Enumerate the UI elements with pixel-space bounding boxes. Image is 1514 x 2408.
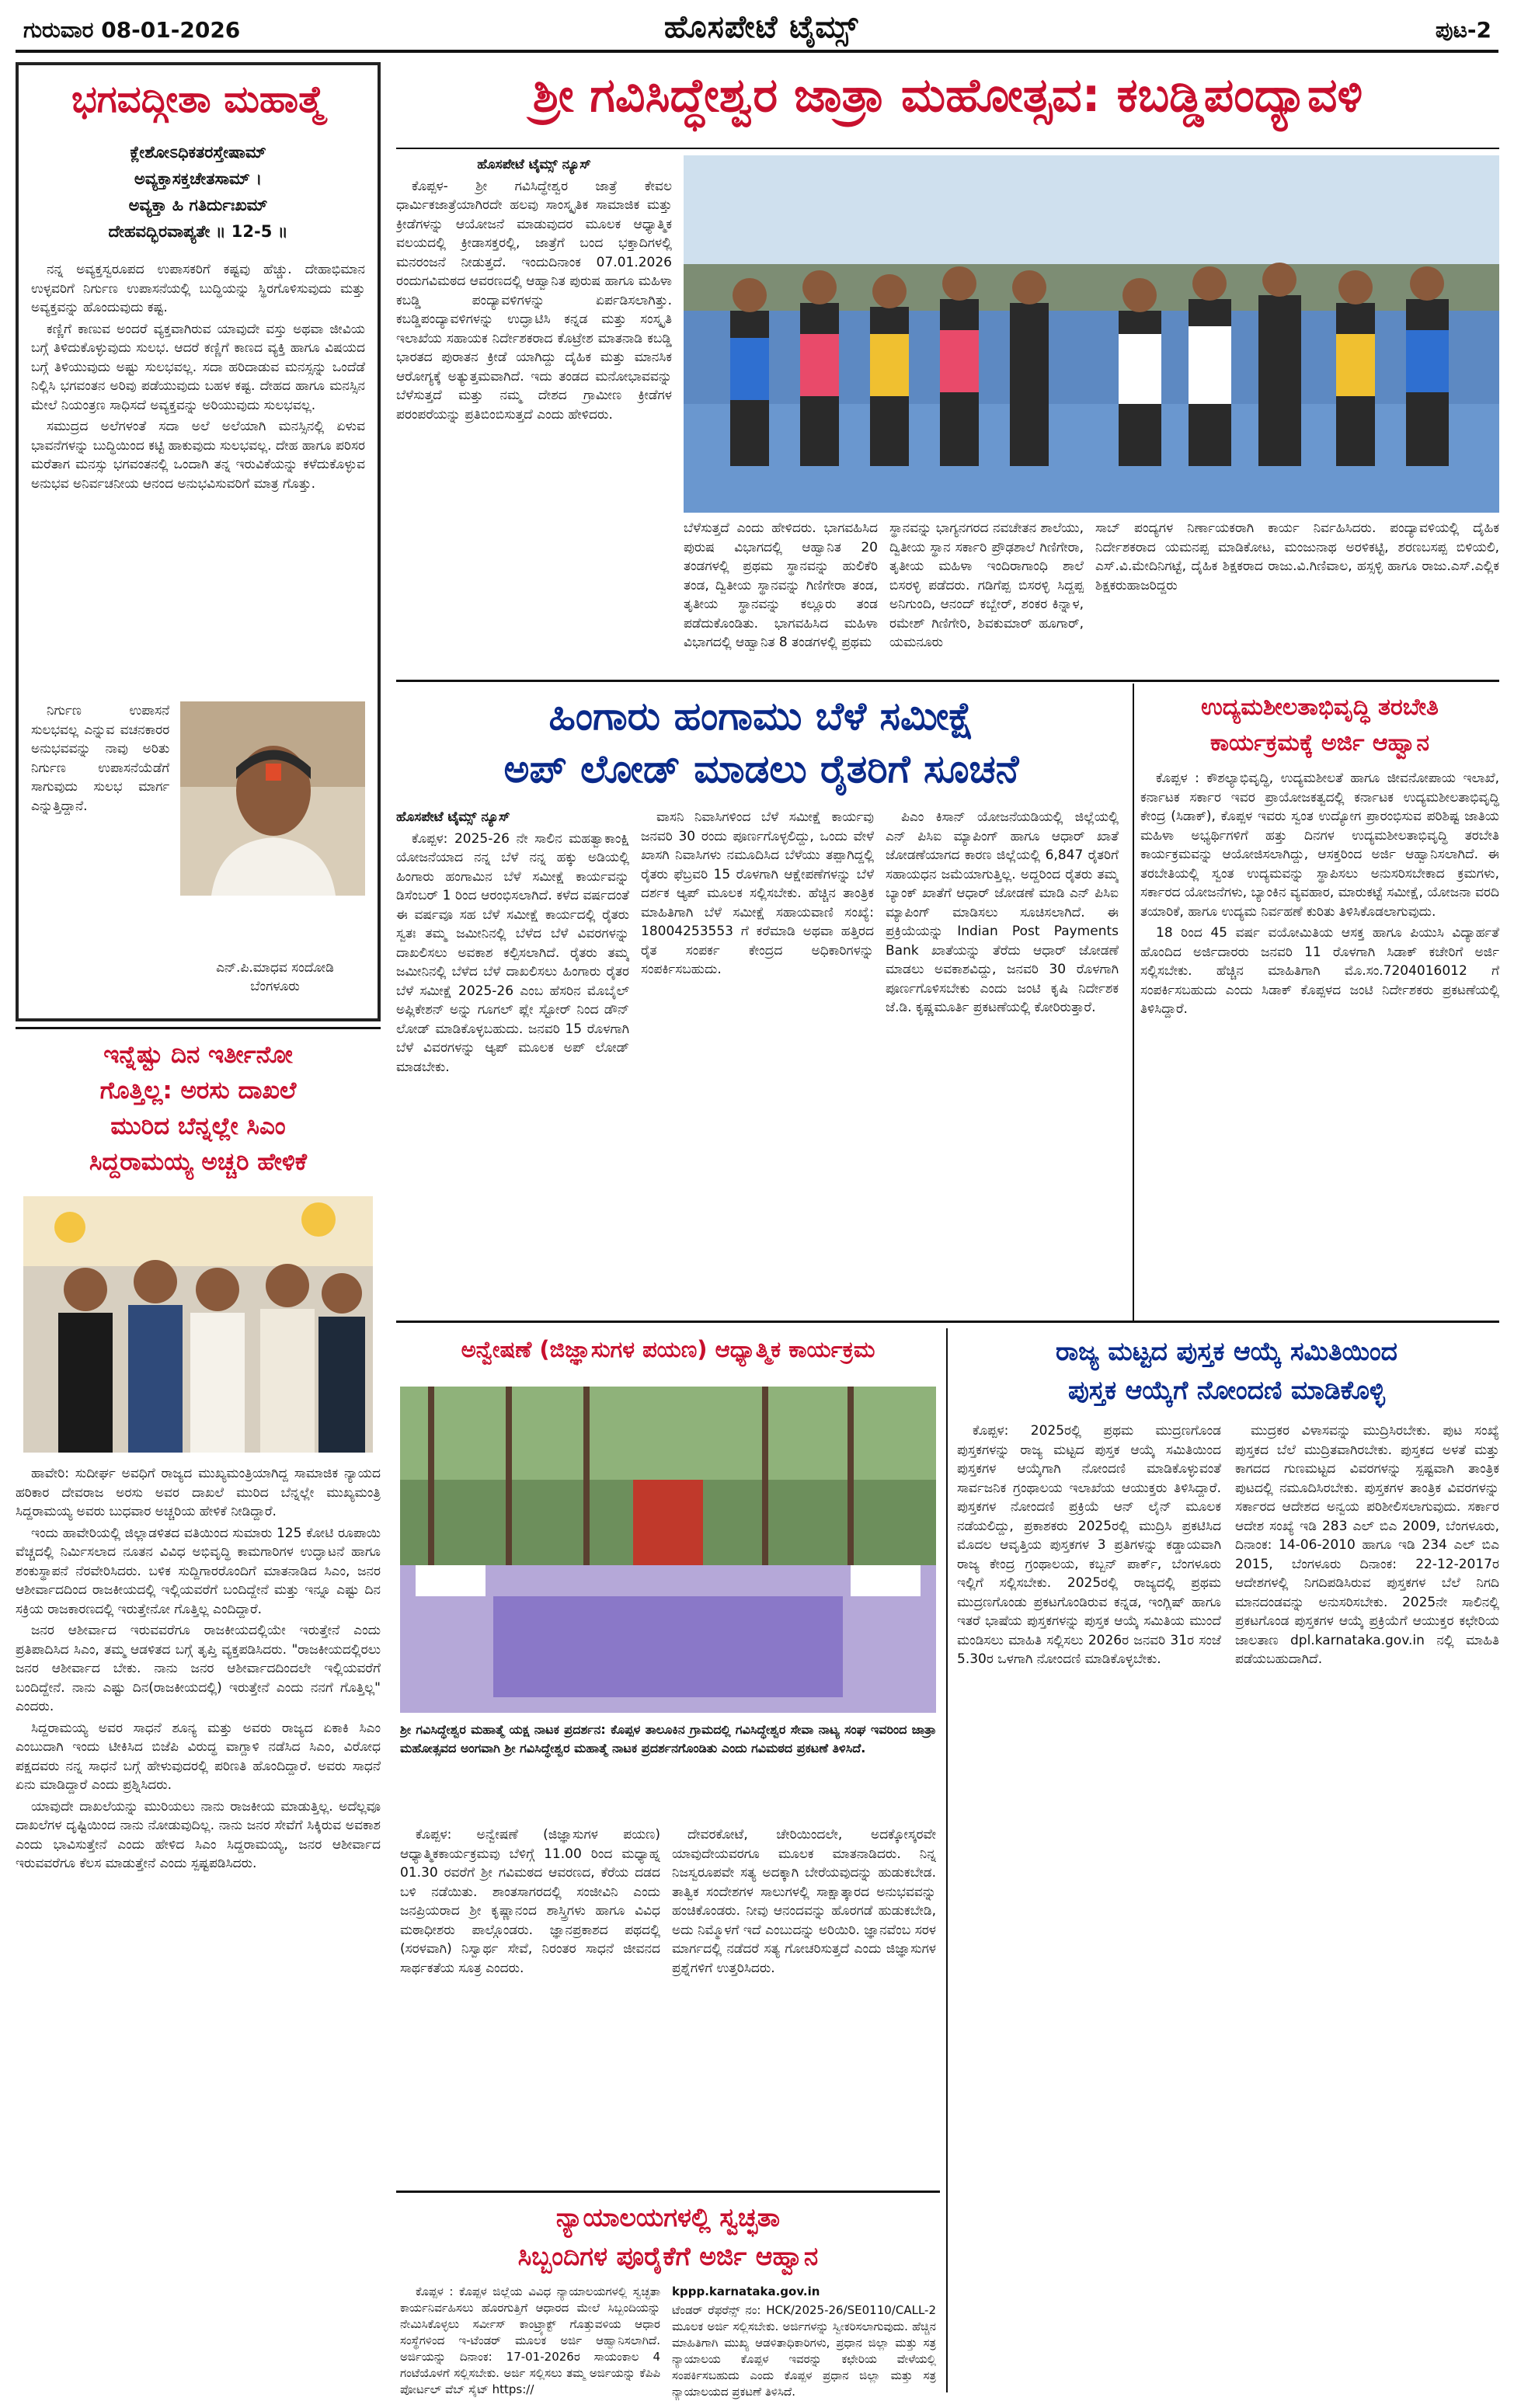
survey-headline-line: ಹಿಂಗಾರು ಹಂಗಾಮು ಬೆಳೆ ಸಮೀಕ್ಷೆ: [548, 694, 974, 739]
author-caption: [182, 959, 368, 996]
gita-box: [16, 62, 381, 1021]
page-number: ಪುಟ-2: [1435, 17, 1491, 43]
anveshane-caption: ಶ್ರೀ ಗವಿಸಿದ್ಧೇಶ್ವರ ಮಹಾತ್ಮೆ ಯಕ್ಷ ನಾಟಕ ಪ್ರದರ್ಶನ: ಕೊಪ್ಪಳ ತಾಲೂಕಿನ ಗ್ರಾಮದಲ್ಲಿ ಗವಿಸಿದ್ಧೇಶ್ವರ ಸೇವಾ ನಾಟ್ಯ ಸಂಘ ಇವರಿಂದ ಜಾತ್ರಾ ಮಹೋತ್ಸವದ ಅಂಗವಾಗಿ ಶ್ರೀ ಗವಿಸಿದ್ಧೇಶ್ವರ ಮಹಾತ್ಮೆ ನಾಟಕ ಪ್ರದರ್ಶನಗೊಂಡಿತು ಎಂದು ಗವಿಮಠದ ಪ್ರಕಟಣೆ ತಿಳಿಸಿದೆ.: [400, 1722, 936, 1756]
court-link[interactable]: kppp.karnataka.gov.in: [672, 2284, 820, 2298]
cm-body: [16, 1464, 381, 2389]
survey-col-2: [641, 808, 874, 1313]
section-rule: [396, 680, 1499, 682]
gita-verse: [31, 139, 365, 245]
gita-verse-line: ಅವ್ಯಕ್ತಾಸಕ್ತಚೇತಸಾಮ್ ।: [134, 169, 263, 188]
anveshane-photo: [400, 1387, 936, 1713]
gita-body-tail: [31, 701, 169, 934]
books-paragraph: ಕೊಪ್ಪಳ: 2025ರಲ್ಲಿ ಪ್ರಥಮ ಮುದ್ರಣಗೊಂಡ ಪುಸ್ತಕಗಳನ್ನು ರಾಜ್ಯ ಮಟ್ಟದ ಪುಸ್ತಕ ಆಯ್ಕೆ ಸಮಿತಿಯಿಂದ ಪುಸ್ತಕಗಳ ಆಯ್ಕೆಗಾಗಿ ನೋಂದಣಿ ಮಾಡಿಕೊಳ್ಳುವಂತೆ ಸಾರ್ವಜನಿಕ ಗ್ರಂಥಾಲಯ ಇಲಾಖೆಯ ಆಯುಕ್ತರು ತಿಳಿಸಿದ್ದಾರೆ. ಪುಸ್ತಕಗಳ ನೋಂದಣಿ ಪ್ರಕ್ರಿಯೆ ಆನ್ ಲೈನ್ ಮೂಲಕ ನಡೆಯಲಿದ್ದು, ಪ್ರಕಾಶಕರು 2025ರಲ್ಲಿ ಮುದ್ರಿಸಿ ಪ್ರಕಟಿಸಿದ ಮೊದಲ ಆವೃತ್ತಿಯ ಪುಸ್ತಕಗಳ 3 ಪ್ರತಿಗಳನ್ನು ಕಡ್ಡಾಯವಾಗಿ ರಾಜ್ಯ ಕೇಂದ್ರ ಗ್ರಂಥಾಲಯ, ಕಬ್ಬನ್ ಪಾರ್ಕ್, ಬೆಂಗಳೂರು ಇಲ್ಲಿಗೆ ಸಲ್ಲಿಸಬೇಕು. 2025ರಲ್ಲಿ ರಾಜ್ಯದಲ್ಲಿ ಪ್ರಥಮ ಮುದ್ರಣಗೊಂಡು ಪ್ರಕಟಗೊಂಡಿರುವ ಕನ್ನಡ, ಇಂಗ್ಲಿಷ್ ಹಾಗೂ ಇತರೆ ಭಾಷೆಯ ಪುಸ್ತಕಗಳನ್ನು ಪುಸ್ತಕ ಆಯ್ಕೆ ಸಮಿತಿಯ ಮುಂದೆ ಮಂಡಿಸಲು ಮಾಹಿತಿ ಸಲ್ಲಿಸಲು 2026ರ ಜನವರಿ 31ರ ಸಂಜೆ 5.30ರ ಒಳಗಾಗಿ ನೋಂದಣಿ ಮಾಡಿಕೊಳ್ಳಬೇಕು.: [957, 1423, 1221, 1667]
cm-headline: [16, 1037, 381, 1180]
entrepreneur-body: [1140, 769, 1499, 1313]
court-col-1: [400, 2284, 660, 2400]
column-rule: [1133, 684, 1134, 1321]
court-paragraph: ಕೊಪ್ಪಳ : ಕೊಪ್ಪಳ ಜಿಲ್ಲೆಯ ವಿವಿಧ ನ್ಯಾಯಾಲಯಗಳಲ್ಲಿ ಸ್ವಚ್ಛತಾ ಕಾರ್ಯನಿರ್ವಹಿಸಲು ಹೊರಗುತ್ತಿಗೆ ಆಧಾರದ ಮೇಲೆ ಸಿಬ್ಬಂದಿಯನ್ನು ನೇಮಿಸಿಕೊಳ್ಳಲು ಸರ್ವೀಸ್ ಕಾಂಟ್ರ್ಯಾಕ್ಟ್ ಗೊತ್ತುವಳಿಯ ಆಧಾರ ಸಂಸ್ಥೆಗಳಿಂದ ಇ-ಟೆಂಡರ್ ಮೂಲಕ ಅರ್ಜಿ ಆಹ್ವಾನಿಸಲಾಗಿದೆ. ಅರ್ಜಿಯನ್ನು ದಿನಾಂಕ: 17-01-2026ರ ಸಾಯಂಕಾಲ 4 ಗಂಟೆಯೊಳಗೆ ಸಲ್ಲಿಸಬೇಕು. ಅರ್ಜಿ ಸಲ್ಲಿಸಲು ತಮ್ಮ ಅರ್ಜಿಯನ್ನು ಕೆಪಿಪಿ ಪೋರ್ಟಲ್ ವೆಬ್ ಸೈಟ್ https://: [400, 2284, 660, 2396]
books-paragraph: ಮುದ್ರಕರ ವಿಳಾಸವನ್ನು ಮುದ್ರಿಸಿರಬೇಕು. ಪುಟ ಸಂಖ್ಯೆ ಪುಸ್ತಕದ ಬೆಲೆ ಮುದ್ರಿತವಾಗಿರಬೇಕು. ಪುಸ್ತಕದ ಅಳತೆ ಮತ್ತು ಕಾಗದದ ಗುಣಮಟ್ಟದ ವಿವರಗಳನ್ನು ಸ್ಪಷ್ಟವಾಗಿ ತಾಂತ್ರಿಕ ಪುಟದಲ್ಲಿ ನಮೂದಿಸಿರಬೇಕು. ಪುಸ್ತಕಗಳ ತಾಂತ್ರಿಕ ವಿವರಗಳನ್ನು ಸರ್ಕಾರದ ಆದೇಶದ ಅನ್ವಯ ಪರಿಶೀಲಿಸಲಾಗುವುದು. ಸರ್ಕಾರ ಆದೇಶ ಸಂಖ್ಯೆ ಇಡಿ 283 ಎಲ್ ಬಿಎ 2009, ಬೆಂಗಳೂರು, ದಿನಾಂಕ: 14-06-2010 ಹಾಗೂ ಇಡಿ 234 ಎಲ್ ಬಿಎ 2015, ಬೆಂಗಳೂರು ದಿನಾಂಕ: 22-12-2017ರ ಆದೇಶಗಳಲ್ಲಿ ನಿಗದಿಪಡಿಸಿರುವ ಪುಸ್ತಕಗಳ ಬೆಲೆ ನಿಗದಿ ಮಾನದಂಡವನ್ನು ಅನುಸರಿಸಬೇಕು. 2025ನೇ ಸಾಲಿನಲ್ಲಿ ಪ್ರಕಟಗೊಂಡ ಪುಸ್ತಕಗಳ ಆಯ್ಕೆ ಪ್ರಕ್ರಿಯೆಗೆ ಆಯುಕ್ತರ ಕಛೇರಿಯ ಜಾಲತಾಣ dpl.karnataka.gov.in ನಲ್ಲಿ ಮಾಹಿತಿ ಪಡೆಯಬಹುದಾಗಿದೆ.: [1235, 1423, 1499, 1667]
entrepreneur-paragraph: 18 ರಿಂದ 45 ವರ್ಷ ವಯೋಮಿತಿಯ ಆಸಕ್ತ ಹಾಗೂ ಪಿಯುಸಿ ವಿದ್ಯಾರ್ಹತೆ ಹೊಂದಿದ ಅರ್ಜಿದಾರರು ಜನವರಿ 11 ರೊಳಗಾಗಿ ಸಿಡಾಕ್ ಕಚೇರಿಗೆ ಅರ್ಜಿ ಸಲ್ಲಿಸಬೇಕು. ಹೆಚ್ಚಿನ ಮಾಹಿತಿಗಾಗಿ ಮೊ.ಸಂ.7204016012 ಗೆ ಸಂಪರ್ಕಿಸಬಹುದು ಎಂದು ಸಿಡಾಕ್ ಕೊಪ್ಪಳದ ಜಂಟಿ ನಿರ್ದೇಶಕರು ಪ್ರಕಟಣೆಯಲ್ಲಿ ತಿಳಿಸಿದ್ದಾರೆ.: [1140, 925, 1499, 1017]
gita-body: [31, 260, 365, 695]
kabaddi-paragraph: ಸ್ಥಾನವನ್ನು ಭಾಗ್ಯನಗರದ ನವಚೇತನ ಶಾಲೆಯು, ದ್ವಿತೀಯ ಸ್ಥಾನ ಸರ್ಕಾರಿ ಪ್ರೌಢಶಾಲೆ ಗಿಣಿಗೇರಾ, ತೃತೀಯ ಮಹಿಳಾ ಇಂದಿರಾಗಾಂಧಿ ಶಾಲೆ ಬಿಸರಳ್ಳಿ ಪಡೆದರು. ಗಡಿಗೆಪ್ಪ ಬಿಸರಳ್ಳಿ ಸಿದ್ದಪ್ಪ ಅನಿಗುಂದಿ, ಆನಂದ್ ಕಬ್ಬೇರ್, ಶಂಕರ ಕಿನ್ನಾಳ, ರಮೇಶ್ ಗಿಣಿಗೇರಿ, ಶಿವಕುಮಾರ್ ಹೂಗಾರ್, ಯಮನೂರು: [889, 520, 1084, 650]
kabaddi-col-4: [1095, 519, 1499, 674]
books-col-1: [957, 1421, 1221, 2385]
survey-headline: [396, 690, 1126, 795]
column-rule: [946, 1328, 948, 2392]
kabaddi-paragraph: ಬೆಳೆಸುತ್ತದೆ ಎಂದು ಹೇಳಿದರು. ಭಾಗವಹಿಸಿದ ಪುರುಷ ವಿಭಾಗದಲ್ಲಿ ಆಹ್ವಾನಿತ 20 ತಂಡಗಳಲ್ಲಿ ಪ್ರಥಮ ಸ್ಥಾನವನ್ನು ಹುಲಿಕೆರಿ ತಂಡ, ದ್ವಿತೀಯ ಸ್ಥಾನವನ್ನು ಗಿಣಿಗೇರಾ ತಂಡ, ತೃತೀಯ ಸ್ಥಾನವನ್ನು ಕಲ್ಲೂರು ತಂಡ ಪಡೆದುಕೊಂಡಿತು. ಭಾಗವಹಿಸಿದ ಮಹಿಳಾ ವಿಭಾಗದಲ್ಲಿ ಆಹ್ವಾನಿತ 8 ತಂಡಗಳಲ್ಲಿ ಪ್ರಥಮ: [684, 520, 878, 650]
gita-paragraph: ಸಮುದ್ರದ ಅಲೆಗಳಂತೆ ಸದಾ ಅಲೆ ಅಲೆಯಾಗಿ ಮನಸ್ಸಿನಲ್ಲಿ ಏಳುವ ಭಾವನೆಗಳನ್ನು ಬುದ್ಧಿಯಿಂದ ಕಟ್ಟಿ ಹಾಕುವುದು ಸುಲಭವಲ್ಲ. ದೇಹ ಹಾಗೂ ಪರಿಸರ ಮರೆತಾಗ ಮನಸ್ಸು ಭಗವಂತನಲ್ಲಿ ಒಂದಾಗಿ ತನ್ನ ಇರುವಿಕೆಯನ್ನು ಕಳೆದುಕೊಳ್ಳುವ ಅನುಭವ ಅನಿರ್ವಚನೀಯ ಆನಂದ ಅನುಭವಿಸುವರಿಗೆ ಮಾತ್ರ ಗೊತ್ತು.: [31, 419, 365, 492]
books-headline: [954, 1332, 1499, 1410]
cm-headline-line: ಸಿದ್ದರಾಮಯ್ಯ ಅಚ್ಚರಿ ಹೇಳಿಕೆ: [89, 1148, 307, 1176]
gita-heading: ಭಗವದ್ಗೀತಾ ಮಹಾತ್ಮೆ: [71, 78, 325, 121]
section-rule: [16, 1027, 381, 1029]
issue-date: ಗುರುವಾರ 08-01-2026: [23, 17, 241, 43]
anveshane-col-1: [400, 1825, 660, 2183]
kabaddi-col-1: [396, 155, 672, 676]
survey-byline: ಹೊಸಪೇಟೆ ಟೈಮ್ಸ್ ನ್ಯೂಸ್: [396, 809, 510, 825]
gita-verse-line: ದೇಹವದ್ಭಿರವಾಪ್ಯತೇ ॥ 12-5 ॥: [108, 222, 288, 241]
court-headline-line: ನ್ಯಾಯಾಲಯಗಳಲ್ಲಿ ಸ್ವಚ್ಛತಾ: [555, 2202, 781, 2232]
court-headline: [396, 2198, 940, 2276]
court-paragraph: ಟೆಂಡರ್ ರೆಫರೆನ್ಸ್ ನಂ: HCK/2025-26/SE0110/CALL-2 ಮೂಲಕ ಅರ್ಜಿ ಸಲ್ಲಿಸಬೇಕು. ಅರ್ಜಿಗಳನ್ನು ಸ್ವೀಕರಿಸಲಾಗುವುದು. ಹೆಚ್ಚಿನ ಮಾಹಿತಿಗಾಗಿ ಮುಖ್ಯ ಆಡಳಿತಾಧಿಕಾರಿಗಳು, ಪ್ರಧಾನ ಜಿಲ್ಲಾ ಮತ್ತು ಸತ್ರ ನ್ಯಾಯಾಲಯ ಕೊಪ್ಪಳ ಇವರನ್ನು ಕಛೇರಿಯ ವೇಳೆಯಲ್ಲಿ ಸಂಪರ್ಕಿಸಬಹುದು ಎಂದು ಕೊಪ್ಪಳ ಪ್ರಧಾನ ಜಿಲ್ಲಾ ಮತ್ತು ಸತ್ರ ನ್ಯಾಯಾಲಯದ ಪ್ರಕಟಣೆ ತಿಳಿಸಿದೆ.: [672, 2303, 936, 2399]
author-photo: [180, 701, 365, 896]
gita-verse-line: ಅವ್ಯಕ್ತಾ ಹಿ ಗತಿರ್ದುಃಖಮ್: [128, 196, 268, 214]
cm-photo: [23, 1196, 373, 1453]
kabaddi-col-3: [889, 519, 1084, 674]
anveshane-paragraph: ದೇವರಕೋಟೆ, ಚೇರಿಯಿಂದಲೇ, ಅದಕ್ಕೋಸ್ಕರವೇ ಯಾವುದೇಯವರಗೂ ಮೂಲಕ ಮಾತನಾಡಿದರು. ನಿನ್ನ ನಿಜಸ್ವರೂಪವೇ ಸತ್ಯ ಅದಕ್ಕಾಗಿ ಬೇರೆಯವುದನ್ನು ಹುಡುಕಬೇಡ. ತಾತ್ವಿಕ ಸಂದೇಶಗಳ ಸಾಲುಗಳಲ್ಲಿ ಸಾಕ್ಷಾತ್ಕಾರದ ಅನುಭವವನ್ನು ಹಂಚಿಕೊಂಡರು. ನೀವು ಆನಂದವನ್ನು ಹೊರಗಡೆ ಹುಡುಕಬೇಡಿ, ಅದು ನಿಮ್ಮೊಳಗೆ ಇದೆ ಎಂಬುದನ್ನು ಅರಿಯಿರಿ. ಜ್ಞಾನವೆಂಬ ಸರಳ ಮಾರ್ಗದಲ್ಲಿ ನಡೆದರೆ ಸತ್ಯ ಗೋಚರಿಸುತ್ತದೆ ಎಂದು ಜಿಜ್ಞಾಸುಗಳ ಪ್ರಶ್ನೆಗಳಿಗೆ ಉತ್ತರಿಸಿದರು.: [672, 1827, 936, 1976]
kabaddi-rule: [396, 148, 1499, 149]
kabaddi-paragraph: ಕೊಪ್ಪಳ- ಶ್ರೀ ಗವಿಸಿದ್ಧೇಶ್ವರ ಜಾತ್ರೆ ಕೇವಲ ಧಾರ್ಮಿಕಜಾತ್ರೆಯಾಗಿರದೇ ಹಲವು ಸಾಂಸ್ಕೃತಿಕ ಸಾಮಾಜಿಕ ಮತ್ತು ಕ್ರೀಡೆಗಳನ್ನು ಆಯೋಜನೆ ಮಾಡುವುದರ ಮೂಲಕ ಆಧ್ಯಾತ್ಮಿಕ ವಲಯದಲ್ಲಿ ಕ್ರೀಡಾಸಕ್ತರಲ್ಲಿ, ಜಾತ್ರೆಗೆ ಬಂದ ಭಕ್ತಾದಿಗಳಲ್ಲಿ ಮನರಂಜನೆ ನೀಡುತ್ತದೆ. ಇಂದುದಿನಾಂಕ 07.01.2026 ರಂದುಗವಿಮಠದ ಆವರಣದಲ್ಲಿ ಆಹ್ವಾನಿತ ಪುರುಷ ಹಾಗೂ ಮಹಿಳಾ ಕಬಡ್ಡಿ ಪಂದ್ಯಾವಳಿಗಳನ್ನು ಏರ್ಪಡಿಸಲಾಗಿತ್ತು. ಕಬಡ್ಡಿಪಂದ್ಯಾವಳಿಗಳನ್ನು ಉದ್ಘಾಟಿಸಿ ಕನ್ನಡ ಮತ್ತು ಸಂಸ್ಕೃತಿ ಇಲಾಖೆಯ ಸಹಾಯಕ ನಿರ್ದೇಶಕರಾದ ಕೊಟ್ರೇಶ ಮಾತನಾಡಿ ಕಬಡ್ಡಿ ಭಾರತದ ಪುರಾತನ ಕ್ರೀಡೆ ಯಾಗಿದ್ದು ದೈಹಿಕ ಮತ್ತು ಮಾನಸಿಕ ಆರೋಗ್ಯಕ್ಕೆ ಅತ್ಯುತ್ತಮವಾಗಿದೆ. ಇದು ತಂಡದ ಮನೋಭಾವವನ್ನು ಬೆಳೆಸುತ್ತದೆ ಮತ್ತು ನಮ್ಮ ದೇಶದ ಗ್ರಾಮೀಣ ಕ್ರೀಡೆಗಳ ಪರಂಪರೆಯನ್ನು ಪ್ರತಿಬಿಂಬಿಸುತ್ತದೆ ಎಂದು ಹೇಳಿದರು.: [396, 178, 672, 423]
gita-verse-line: ಕ್ಲೇಶೋಽಧಿಕತರಸ್ತೇಷಾಮ್: [130, 143, 266, 162]
court-headline-line: ಸಿಬ್ಬಂದಿಗಳ ಪೂರೈಕೆಗೆ ಅರ್ಜಿ ಆಹ್ವಾನ: [517, 2241, 819, 2271]
cm-paragraph: ಯಾವುದೇ ದಾಖಲೆಯನ್ನು ಮುರಿಯಲು ನಾನು ರಾಜಕೀಯ ಮಾಡುತ್ತಿಲ್ಲ. ಅದೆಲ್ಲವೂ ದಾಖಲೆಗಳ ದೃಷ್ಟಿಯಿಂದ ನಾನು ನೋಡುವುದಿಲ್ಲ. ನಾನು ಜನರ ಸೇವೆಗೆ ಸಿಕ್ಕಿರುವ ಅವಕಾಶ ಎಂದು ಭಾವಿಸುತ್ತೇನೆ ಎಂದು ಹೇಳಿದ ಸಿಎಂ ಸಿದ್ದರಾಮಯ್ಯ, ಜನರ ಆಶೀರ್ವಾದ ಇರುವವರೆಗೂ ಕೆಲಸ ಮಾಡುತ್ತೇನೆ ಎಂದು ಸ್ಪಷ್ಟಪಡಿಸಿದರು.: [16, 1798, 381, 1871]
gita-paragraph: ನನ್ನ ಅವ್ಯಕ್ತಸ್ವರೂಪದ ಉಪಾಸಕರಿಗೆ ಕಷ್ಟವು ಹೆಚ್ಚು. ದೇಹಾಭಿಮಾನ ಉಳ್ಳವರಿಗೆ ನಿರ್ಗುಣ ಉಪಾಸನೆಯಲ್ಲಿ ಬುದ್ಧಿಯನ್ನು ಸ್ಥಿರಗೊಳಿಸುವುದು ಮತ್ತು ಅವ್ಯಕ್ತವನ್ನು ಹೊಂದುವುದು ಕಷ್ಟ.: [31, 262, 365, 315]
cm-headline-line: ಇನ್ನೆಷ್ಟು ದಿನ ಇರ್ತೀನೋ: [103, 1041, 293, 1069]
survey-paragraph: ಕೊಪ್ಪಳ: 2025-26 ನೇ ಸಾಲಿನ ಮಹತ್ವಾಕಾಂಕ್ಷಿ ಯೋಜನೆಯಾದ ನನ್ನ ಬೆಳೆ ನನ್ನ ಹಕ್ಕು ಅಡಿಯಲ್ಲಿ ಹಿಂಗಾರು ಹಂಗಾಮಿನ ಬೆಳೆ ಸಮೀಕ್ಷೆ ಕಾರ್ಯವನ್ನು ಡಿಸೆಂಬರ್ 1 ರಿಂದ ಆರಂಭಿಸಲಾಗಿದೆ. ಕಳೆದ ವರ್ಷದಂತೆ ಈ ವರ್ಷವೂ ಸಹ ಬೆಳೆ ಸಮೀಕ್ಷೆ ಕಾರ್ಯದಲ್ಲಿ ರೈತರು ಸ್ವತಃ ತಮ್ಮ ಜಮೀನಿನಲ್ಲಿ ಬೆಳೆದ ಬೆಳೆ ವಿವರಗಳನ್ನು ದಾಖಲಿಸಲು ಅವಕಾಶ ಕಲ್ಪಿಸಲಾಗಿದೆ. ರೈತರು ತಮ್ಮ ಜಮೀನಿನಲ್ಲಿ ಬೆಳೆದ ಬೆಳೆ ದಾಖಲಿಸಲು ಹಿಂಗಾರು ರೈತರ ಬೆಳೆ ಸಮೀಕ್ಷೆ 2025-26 ಎಂಬ ಹೆಸರಿನ ಮೊಬೈಲ್ ಅಪ್ಲಿಕೇಶನ್ ಅನ್ನು ಗೂಗಲ್ ಪ್ಲೇ ಸ್ಟೋರ್ ನಿಂದ ಡೌನ್ ಲೋಡ್ ಮಾಡಿಕೊಳ್ಳಬಹುದು. ಜನವರಿ 15 ರೊಳಗಾಗಿ ಬೆಳೆ ವಿವರಗಳನ್ನು ಆ್ಯಪ್ ಮೂಲಕ ಅಪ್ ಲೋಡ್ ಮಾಡಬೇಕು.: [396, 830, 629, 1075]
masthead: [0, 0, 1514, 56]
newspaper-title: ಹೊಸಪೇಟೆ ಟೈಮ್ಸ್: [663, 9, 859, 45]
entrepreneur-headline: [1140, 690, 1499, 761]
anveshane-col-2: [672, 1825, 936, 2183]
cm-paragraph: ಇಂದು ಹಾವೇರಿಯಲ್ಲಿ ಜಿಲ್ಲಾಡಳಿತದ ವತಿಯಿಂದ ಸುಮಾರು 125 ಕೋಟಿ ರೂಪಾಯಿ ವೆಚ್ಚದಲ್ಲಿ ನಿರ್ಮಿಸಲಾದ ನೂತನ ವಿವಿಧ ಅಭಿವೃದ್ಧಿ ಕಾಮಗಾರಿಗಳ ಉದ್ಘಾಟನೆ ಹಾಗೂ ಶಂಕುಸ್ಥಾಪನೆ ನೆರವೇರಿಸಿದರು. ಬಳಿಕ ಸುದ್ದಿಗಾರರೊಂದಿಗೆ ಮಾತನಾಡಿದ ಸಿಎಂ, ಜನರ ಆಶೀರ್ವಾದದಿಂದ ರಾಜಕೀಯದಲ್ಲಿ ಇಲ್ಲಿಯವರೆಗೆ ಬಂದಿದ್ದೇನೆ ಮತ್ತು ಇನ್ನೂ ಎಷ್ಟು ದಿನ ಸಕ್ರಿಯ ರಾಜಕಾರಣದಲ್ಲಿ ಇರುತ್ತೇನೋ ಗೊತ್ತಿಲ್ಲ ಎಂದಿದ್ದಾರೆ.: [16, 1525, 381, 1617]
author-place: ಬೆಂಗಳೂರು: [250, 979, 300, 994]
gita-paragraph: ಕಣ್ಣಿಗೆ ಕಾಣುವ ಅಂದರೆ ವ್ಯಕ್ತವಾಗಿರುವ ಯಾವುದೇ ವಸ್ತು ಅಥವಾ ಜೀವಿಯ ಬಗ್ಗೆ ತಿಳಿದುಕೊಳ್ಳುವುದು ಸುಲಭ. ಆದರೆ ಕಣ್ಣಿಗೆ ಕಾಣದ ವ್ಯಕ್ತಿ ಹಾಗೂ ವಿಷಯದ ಬಗ್ಗೆ ತಿಳಿಯುವುದು ಅಷ್ಟು ಸುಲಭವಲ್ಲ. ಸದಾ ಹರಿದಾಡುವ ಮನಸ್ಸನ್ನು ಒಂದೆಡೆ ನಿಲ್ಲಿಸಿ ಭಗವಂತನ ಅರಿವು ಪಡೆಯುವುದು ಬಹಳ ಕಷ್ಟ. ದೇಹದ ಹಾಗೂ ಮನಸ್ಸಿನ ಮೇಲೆ ನಿಯಂತ್ರಣ ಸಾಧಿಸದೆ ಅವ್ಯಕ್ತವನ್ನು ಅರಿಯುವುದು ಸುಲಭವಲ್ಲ.: [31, 321, 365, 413]
section-rule: [396, 2191, 940, 2193]
court-col-2: [672, 2284, 936, 2400]
survey-headline-line: ಅಪ್ ಲೋಡ್ ಮಾಡಲು ರೈತರಿಗೆ ಸೂಚನೆ: [503, 746, 1019, 792]
gita-paragraph: ನಿರ್ಗುಣ ಉಪಾಸನೆ ಸುಲಭವಲ್ಲ ಎನ್ನುವ ವಚನಕಾರರ ಅನುಭವವನ್ನು ನಾವು ಅರಿತು ನಿರ್ಗುಣ ಉಪಾಸನೆಯೆಡೆಗೆ ಸಾಗುವುದು ಸುಲಭ ಮಾರ್ಗ ಎನ್ನುತ್ತಿದ್ದಾನೆ.: [31, 703, 170, 814]
entrepreneur-paragraph: ಕೊಪ್ಪಳ : ಕೌಶಲ್ಯಾಭಿವೃದ್ಧಿ, ಉದ್ಯಮಶೀಲತೆ ಹಾಗೂ ಜೀವನೋಪಾಯ ಇಲಾಖೆ, ಕರ್ನಾಟಕ ಸರ್ಕಾರ ಇವರ ಪ್ರಾಯೋಜಕತ್ವದಲ್ಲಿ ಕರ್ನಾಟಕ ಉದ್ಯಮಶೀಲತಾಭಿವೃದ್ಧಿ ಕೇಂದ್ರ (ಸಿಡಾಕ್), ಕೊಪ್ಪಳ ಇವರು ಸ್ವಂತ ಉದ್ಯೋಗ ಪ್ರಾರಂಭಿಸುವ ಪರಿಶಿಷ್ಟ ಜಾತಿಯ ಮಹಿಳಾ ಅಭ್ಯರ್ಥಿಗಳಿಗೆ ಹತ್ತು ದಿನಗಳ ಉದ್ಯಮಶೀಲತಾಭಿವೃದ್ಧಿ ತರಬೇತಿ ಕಾರ್ಯಕ್ರಮವನ್ನು ಆಯೋಜಿಸಲಾಗಿದ್ದು, ಆಸಕ್ತರಿಂದ ಅರ್ಜಿ ಆಹ್ವಾನಿಸಲಾಗಿದೆ. ಈ ತರಬೇತಿಯಲ್ಲಿ ಸ್ವಂತ ಉದ್ಯಮವನ್ನು ಸ್ಥಾಪಿಸಲು ಅನುಸರಿಸಬೇಕಾದ ಕ್ರಮಗಳು, ಸರ್ಕಾರದ ಯೋಜನೆಗಳು, ಬ್ಯಾಂಕಿನ ವ್ಯವಹಾರ, ಮಾರುಕಟ್ಟೆ ಸಮೀಕ್ಷೆ, ಯೋಜನಾ ವರದಿ ತಯಾರಿಕೆ, ಹಾಗೂ ಉದ್ಯಮ ನಿರ್ವಹಣೆ ಕುರಿತು ತಿಳಿಸಿಕೊಡಲಾಗುವುದು.: [1140, 771, 1499, 920]
cm-paragraph: ಸಿದ್ದರಾಮಯ್ಯ ಅವರ ಸಾಧನೆ ಶೂನ್ಯ ಮತ್ತು ಅವರು ರಾಜ್ಯದ ಏಕಾಕಿ ಸಿಎಂ ಎಂಬುದಾಗಿ ಇಂದು ಟೀಕಿಸಿದ ಬಿಜೆಪಿ ವಿರುದ್ಧ ವಾಗ್ದಾಳಿ ನಡೆಸಿದ ಸಿಎಂ, ವಿರೋಧ ಪಕ್ಷದವರು ನನ್ನ ಸಾಧನೆ ಬಗ್ಗೆ ಹೇಳುವುದರಲ್ಲಿ ಪರಿಣತಿ ಹೊಂದಿದ್ದಾರೆ. ಅವರು ಸಾಧನೆ ಏನು ಮಾಡಿದ್ದಾರೆ ಎಂದು ಪ್ರಶ್ನಿಸಿದರು.: [16, 1720, 381, 1793]
books-headline-line: ರಾಜ್ಯ ಮಟ್ಟದ ಪುಸ್ತಕ ಆಯ್ಕೆ ಸಮಿತಿಯಿಂದ: [1056, 1336, 1397, 1366]
cm-paragraph: ಜನರ ಆಶೀರ್ವಾದ ಇರುವವರೆಗೂ ರಾಜಕೀಯದಲ್ಲಿಯೇ ಇರುತ್ತೇನೆ ಎಂದು ಪ್ರತಿಪಾದಿಸಿದ ಸಿಎಂ, ತಮ್ಮ ಆಡಳಿತದ ಬಗ್ಗೆ ತೃಪ್ತಿ ವ್ಯಕ್ತಪಡಿಸಿದರು. "ರಾಜಕೀಯದಲ್ಲಿರಲು ಜನರ ಆಶೀರ್ವಾದ ಬೇಕು. ನಾನು ಜನರ ಆಶೀರ್ವಾದದಿಂದಲೇ ಇಲ್ಲಿಯವರೆಗೆ ಬಂದಿದ್ದೇನೆ. ನಾನು ಎಷ್ಟು ದಿನ(ರಾಜಕೀಯದಲ್ಲಿ) ಇರುತ್ತೇನೆ ಎಂದು ನನಗೆ ಗೊತ್ತಿಲ್ಲ" ಎಂದರು.: [16, 1623, 381, 1714]
anveshane-headline: ಅನ್ವೇಷಣೆ (ಜಿಜ್ಞಾಸುಗಳ ಪಯಣ) ಆಧ್ಯಾತ್ಮಿಕ ಕಾರ್ಯಕ್ರಮ: [461, 1336, 875, 1362]
entrepreneur-headline-line: ಕಾರ್ಯಕ್ರಮಕ್ಕೆ ಅರ್ಜಿ ಆಹ್ವಾನ: [1209, 729, 1430, 757]
cm-headline-line: ಮುರಿದ ಬೆನ್ನಲ್ಲೇ ಸಿಎಂ: [110, 1112, 286, 1140]
survey-col-3: [886, 808, 1119, 1313]
author-name: ಎನ್.ಪಿ.ಮಾಧವ ಸಂದೋಡಿ: [216, 960, 334, 976]
entrepreneur-headline-line: ಉದ್ಯಮಶೀಲತಾಭಿವೃದ್ಧಿ ತರಬೇತಿ: [1201, 694, 1439, 721]
survey-paragraph: ಪಿಎಂ ಕಿಸಾನ್ ಯೋಜನೆಯಡಿಯಲ್ಲಿ ಜಿಲ್ಲೆಯಲ್ಲಿ ಎನ್ ಪಿಸಿಐ ಮ್ಯಾಪಿಂಗ್ ಹಾಗೂ ಆಧಾರ್ ಖಾತೆ ಜೋಡಣೆಯಾಗದ ಕಾರಣ ಜಿಲ್ಲೆಯಲ್ಲಿ 6,847 ರೈತರಿಗೆ ಸಹಾಯಧನ ಜಮೆಯಾಗುತ್ತಿಲ್ಲ. ಅದ್ದರಿಂದ ರೈತರು ತಮ್ಮ ಬ್ಯಾಂಕ್ ಖಾತೆಗೆ ಆಧಾರ್ ಜೋಡಣೆ ಮಾಡಿ ಎನ್ ಪಿಸಿಐ ಮ್ಯಾಪಿಂಗ್ ಮಾಡಿಸಲು ಸೂಚಿಸಲಾಗಿದೆ. ಈ ಪ್ರಕ್ರಿಯೆಯನ್ನು Indian Post Payments Bank ಖಾತೆಯನ್ನು ತೆರೆದು ಆಧಾರ್ ಜೋಡಣೆ ಮಾಡಲು ಅವಕಾಶವಿದ್ದು, ಜನವರಿ 30 ರೊಳಗಾಗಿ ಪೂರ್ಣಗೊಳಿಸಬೇಕು ಎಂದು ಜಂಟಿ ಕೃಷಿ ನಿರ್ದೇಶಕ ಜೆ.ಡಿ. ಕೃಷ್ಣಮೂರ್ತಿ ಪ್ರಕಟಣೆಯಲ್ಲಿ ಕೋರಿರುತ್ತಾರೆ.: [886, 809, 1119, 1015]
kabaddi-headline: ಶ್ರೀ ಗವಿಸಿದ್ಧೇಶ್ವರ ಜಾತ್ರಾ ಮಹೋತ್ಸವ: ಕಬಡ್ಡಿಪಂದ್ಯಾವಳಿ: [532, 68, 1363, 123]
masthead-rule: [16, 50, 1498, 53]
survey-col-1: [396, 808, 629, 1313]
kabaddi-paragraph: ಸಾಬ್ ಪಂದ್ಯಗಳ ನಿರ್ಣಾಯಕರಾಗಿ ಕಾರ್ಯ ನಿರ್ವಹಿಸಿದರು. ಪಂದ್ಯಾವಳಿಯಲ್ಲಿ ದೈಹಿಕ ನಿರ್ದೇಶಕರಾದ ಯಮನಪ್ಪ ಮಾಡಿಕೋಟ, ಮಂಜುನಾಥ ಅರಳಿಕಟ್ಟಿ, ಶರಣಬಸಪ್ಪ ಬಿಳಿಯಲಿ, ಎಸ್.ವಿ.ಮೇದಿನಿಗಟ್ಟೆ, ದೈಹಿಕ ಶಿಕ್ಷಕರಾದ ರಾಜು.ವಿ.ಗಿಣಿವಾಲ, ಹಸ್ಸಳ್ಳಿ ಹಾಗೂ ರಾಜು.ಎಸ್.ಎಲ್ಲಿಕ ಶಿಕ್ಷಕರುಹಾಜರಿದ್ದರು: [1095, 520, 1499, 593]
kabaddi-byline: ಹೊಸಪೇಟೆ ಟೈಮ್ಸ್ ನ್ಯೂಸ್: [477, 157, 591, 172]
kabaddi-photo: [684, 155, 1499, 513]
survey-paragraph: ವಾಸನಿ ನಿವಾಸಿಗಳಿಂದ ಬೆಳೆ ಸಮೀಕ್ಷೆ ಕಾರ್ಯವು ಜನವರಿ 30 ರಂದು ಪೂರ್ಣಗೊಳ್ಳಲಿದ್ದು, ಒಂದು ವೇಳೆ ಖಾಸಗಿ ನಿವಾಸಿಗಳು ನಮೂದಿಸಿದ ಬೆಳೆಯು ತಪ್ಪಾಗಿದ್ದಲ್ಲಿ ರೈತರು ಫೆಬ್ರವರಿ 15 ರೊಳಗಾಗಿ ಆಕ್ಷೇಪಣೆಗಳನ್ನು ಬೆಳೆ ದರ್ಶಕ ಆ್ಯಪ್ ಮೂಲಕ ಸಲ್ಲಿಸಬೇಕು. ಹೆಚ್ಚಿನ ತಾಂತ್ರಿಕ ಮಾಹಿತಿಗಾಗಿ ಬೆಳೆ ಸಮೀಕ್ಷೆ ಸಹಾಯವಾಣಿ ಸಂಖ್ಯೆ: 18004253553 ಗೆ ಕರೆಮಾಡಿ ಅಥವಾ ಹತ್ತಿರದ ರೈತ ಸಂಪರ್ಕ ಕೇಂದ್ರದ ಅಧಿಕಾರಿಗಳನ್ನು ಸಂಪರ್ಕಿಸಬಹುದು.: [641, 809, 874, 977]
kabaddi-col-2: [684, 519, 878, 674]
cm-paragraph: ಹಾವೇರಿ: ಸುದೀರ್ಘ ಅವಧಿಗೆ ರಾಜ್ಯದ ಮುಖ್ಯಮಂತ್ರಿಯಾಗಿದ್ದ ಸಾಮಾಜಿಕ ನ್ಯಾಯದ ಹರಿಕಾರ ದೇವರಾಜ ಅರಸು ಅವರ ದಾಖಲೆ ಮುರಿದ ಬೆನ್ನಲ್ಲೇ ಮುಖ್ಯಮಂತ್ರಿ ಸಿದ್ದರಾಮಯ್ಯ ಅವರು ಬುಧವಾರ ಅಚ್ಚರಿಯ ಹೇಳಿಕೆ ನೀಡಿದ್ದಾರೆ.: [16, 1466, 381, 1519]
books-headline-line: ಪುಸ್ತಕ ಆಯ್ಕೆಗೆ ನೋಂದಣಿ ಮಾಡಿಕೊಳ್ಳಿ: [1068, 1375, 1385, 1405]
section-rule: [396, 1321, 1499, 1323]
books-col-2: [1235, 1421, 1499, 2385]
cm-headline-line: ಗೊತ್ತಿಲ್ಲ: ಅರಸು ದಾಖಲೆ: [99, 1077, 297, 1105]
anveshane-paragraph: ಕೊಪ್ಪಳ: ಅನ್ವೇಷಣೆ (ಜಿಜ್ಞಾಸುಗಳ ಪಯಣ) ಆಧ್ಯಾತ್ಮಿಕಕಾರ್ಯಕ್ರಮವು ಬೆಳಿಗ್ಗೆ 11.00 ರಿಂದ ಮಧ್ಯಾಹ್ನ 01.30 ರವರೆಗೆ ಶ್ರೀ ಗವಿಮಠದ ಆವರಣದ, ಕೆರೆಯ ದಡದ ಬಳಿ ನಡೆಯಿತು. ಶಾಂತಸಾಗರದಲ್ಲಿ ಸಂಜೀವಿನಿ ಎಂದು ಜನಪ್ರಿಯರಾದ ಶ್ರೀ ಕೃಷ್ಣಾನಂದ ಶಾಸ್ತ್ರಿಗಳು ಹಾಗೂ ವಿವಿಧ ಮಠಾಧೀಶರು ಪಾಲ್ಗೊಂಡರು. ಜ್ಞಾನಪ್ರಕಾಶದ ಪಥದಲ್ಲಿ (ಸರಳವಾಗಿ) ನಿಸ್ವಾರ್ಥ ಸೇವೆ, ನಿರಂತರ ಸಾಧನೆ ಜೀವನದ ಸಾರ್ಥಕತೆಯ ಸೂತ್ರ ಎಂದರು.: [400, 1827, 660, 1976]
